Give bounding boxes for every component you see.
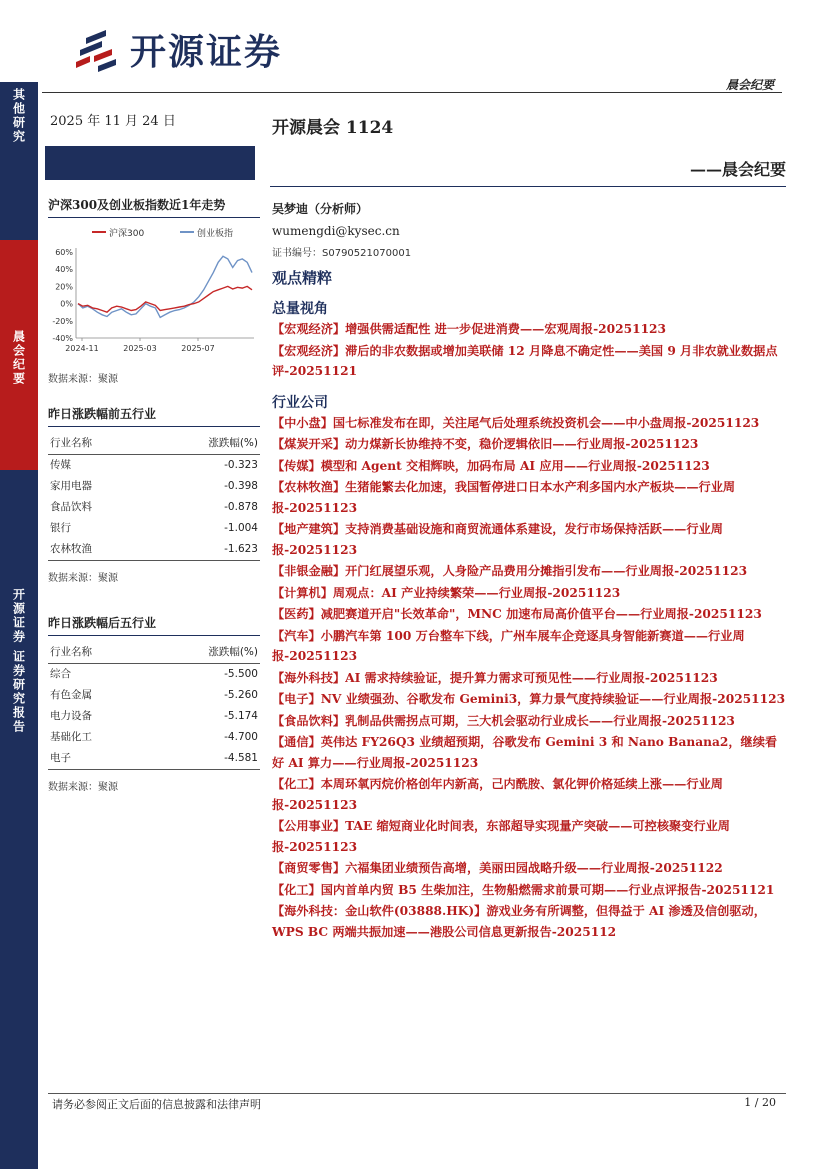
table-row [48,664,260,686]
brand-mark-icon [72,26,122,72]
industry-name: 电力设备 [50,710,92,722]
legend-label: 创业板指 [197,229,234,239]
industry-name: 电子 [48,748,146,770]
side-label-morning-notes: 晨会纪要 [0,240,38,470]
table-row [48,476,260,497]
top5-heading: 昨日涨跌幅前五行业 [48,405,260,427]
industry-change: -1.623 [146,539,260,561]
industry-change: -5.174 [224,710,258,722]
table-row [48,685,260,706]
top5-section [48,405,260,584]
industry-name: 家用电器 [50,480,92,492]
report-link[interactable]: 【商贸零售】六福集团业绩预告高增，美丽田园战略升级——行业周报-20251122 [272,861,723,875]
report-link[interactable]: 【医药】减肥赛道开启"长效革命"，MNC 加速布局高价值平台——行业周报-20251123 [272,607,762,621]
report-link[interactable]: 【煤炭开采】动力煤新长协维持不变，稳价逻辑依旧——行业周报-20251123 [272,437,699,451]
macro-list [272,319,786,382]
industry-change: -5.260 [224,689,258,701]
industry-name: 基础化工 [50,731,92,743]
report-link[interactable]: 【宏观经济】增强供需适配性 进一步促进消费——宏观周报-20251123 [272,322,667,336]
main-content [272,200,786,942]
bottom5-col-change: 涨跌幅(%) [146,640,260,664]
index-chart [48,196,260,385]
report-link[interactable]: 【宏观经济】滞后的非农数据或增加美联储 12 月降息不确定性——美国 9 月非农就业数据点评-20251121 [272,343,778,378]
y-tick-label: 20% [55,282,73,292]
top5-col-industry: 行业名称 [48,431,146,455]
x-tick-label: 2025-07 [181,344,215,353]
report-link[interactable]: 【化工】本周环氧丙烷价格创年内新高，己内酰胺、氯化钾价格延续上涨——行业周报-20251123 [272,777,723,812]
footer-disclaimer: 请务必参阅正文后面的信息披露和法律声明 [52,1098,261,1111]
title-divider [270,186,786,187]
index-chart-svg [48,222,260,362]
report-link[interactable]: 【电子】NV 业绩强劲、谷歌发布 Gemini3，算力景气度持续验证——行业周报-20251123 [272,692,786,706]
y-tick-label: 40% [55,265,73,275]
industry-list [272,413,786,943]
y-tick-label: 60% [55,248,73,257]
industry-name: 综合 [50,668,71,680]
side-label-other-research: 其他研究 [0,82,38,240]
macro-title: 总量视角 [272,301,328,317]
industry-change: -0.398 [224,480,258,492]
top5-table [48,431,260,561]
report-link[interactable]: 【海外科技】AI 需求持续验证，提升算力需求可预见性——行业周报-20251123 [272,670,718,685]
industry-change: -5.500 [224,668,258,680]
table-row [48,539,260,561]
table-row [48,518,260,539]
report-link[interactable]: 【中小盘】国七标准发布在即，关注尾气后处理系统投资机会——中小盘周报-20251123 [272,415,760,430]
industry-name: 传媒 [50,459,71,471]
x-tick-label: 2025-03 [123,344,157,353]
industry-name: 银行 [50,522,71,534]
report-link[interactable]: 【汽车】小鹏汽车第 100 万台整车下线，广州车展车企竞逐具身智能新赛道——行业周报-20251123 [272,628,745,663]
report-link[interactable]: 【海外科技：金山软件(03888.HK)】游戏业务有所调整，但得益于 AI 渗透及信创驱动，WPS BC 两端共振加速——港股公司信息更新报告-2025112 [272,904,766,939]
analyst-email[interactable]: wumengdi@kysec.cn [272,224,400,238]
page-title: 开源晨会 1124 [272,118,394,138]
bottom5-source: 数据来源：聚源 [48,782,118,793]
bottom5-section [48,614,260,793]
industry-name: 有色金属 [50,689,92,701]
table-row [48,455,260,477]
x-tick-label: 2024-11 [65,344,99,353]
industry-change: -0.878 [224,501,258,513]
page-subtitle: ——晨会纪要 [689,160,786,179]
report-link[interactable]: 【农林牧渔】生猪能繁去化加速，我国暂停进口日本水产利多国内水产板块——行业周报-20251123 [272,480,736,515]
industry-name: 农林牧渔 [48,539,146,561]
industry-title: 行业公司 [272,394,328,411]
analyst-name: 吴梦迪（分析师） [272,202,369,216]
report-link[interactable]: 【计算机】周观点：AI 产业持续繁荣——行业周报-20251123 [272,585,621,600]
table-row [48,748,260,770]
table-row [48,706,260,727]
bottom5-heading: 昨日涨跌幅后五行业 [48,614,260,636]
bottom5-col-industry: 行业名称 [48,640,146,664]
table-row [48,727,260,748]
y-tick-label: -20% [52,316,73,326]
header-tag: 晨会纪要 [725,78,774,92]
brand-logo [72,24,282,74]
report-link[interactable]: 【食品饮料】乳制品供需拐点可期，三大机会驱动行业成长——行业周报-20251123 [272,713,735,728]
series-line-hs300 [78,286,252,312]
bottom5-table [48,640,260,770]
report-date: 2025 年 11 月 24 日 [50,114,176,129]
industry-change: -4.700 [224,731,258,743]
legend-label: 沪深300 [109,229,145,239]
y-tick-label: -40% [52,334,73,343]
industry-name: 食品饮料 [50,501,92,513]
top5-col-change: 涨跌幅(%) [146,431,260,455]
report-link[interactable]: 【公用事业】TAE 缩短商业化时间表，东部超导实现量产突破——可控核聚变行业周报-20251123 [272,819,730,854]
page-number: 1 / 20 [744,1096,776,1109]
footer-divider [48,1093,786,1094]
top5-source: 数据来源：聚源 [48,573,118,584]
y-tick-label: 0% [60,299,73,309]
report-link[interactable]: 【传媒】模型和 Agent 交相辉映，加码布局 AI 应用——行业周报-20251123 [272,458,710,473]
chart-source: 数据来源：聚源 [48,374,118,385]
brand-name: 开源证券 [130,31,283,73]
report-link[interactable]: 【化工】国内首单内贸 B5 生柴加注，生物船燃需求前景可期——行业点评报告-20251121 [272,882,775,897]
industry-change: -4.581 [146,748,260,770]
industry-change: -1.004 [224,522,258,534]
industry-change: -0.323 [224,459,258,471]
report-link[interactable]: 【非银金融】开门红展望乐观，人身险产品费用分摊指引发布——行业周报-20251123 [272,564,748,578]
report-link[interactable]: 【通信】英伟达 FY26Q3 业绩超预期，谷歌发布 Gemini 3 和 Nano Banana2，继续看好 AI 算力——行业周报-20251123 [272,735,778,770]
header-divider [42,92,782,93]
chart-heading: 沪深300及创业板指数近1年走势 [48,196,260,218]
side-label-securities-report: 开源证券 证券研究报告 [0,470,38,1169]
report-link[interactable]: 【地产建筑】支持消费基础设施和商贸流通体系建设，发行市场保持活跃——行业周报-20251123 [272,522,723,557]
table-row [48,497,260,518]
view-title: 观点精粹 [272,269,333,287]
analyst-license: 证书编号：S0790521070001 [272,248,412,259]
date-banner [45,146,255,180]
